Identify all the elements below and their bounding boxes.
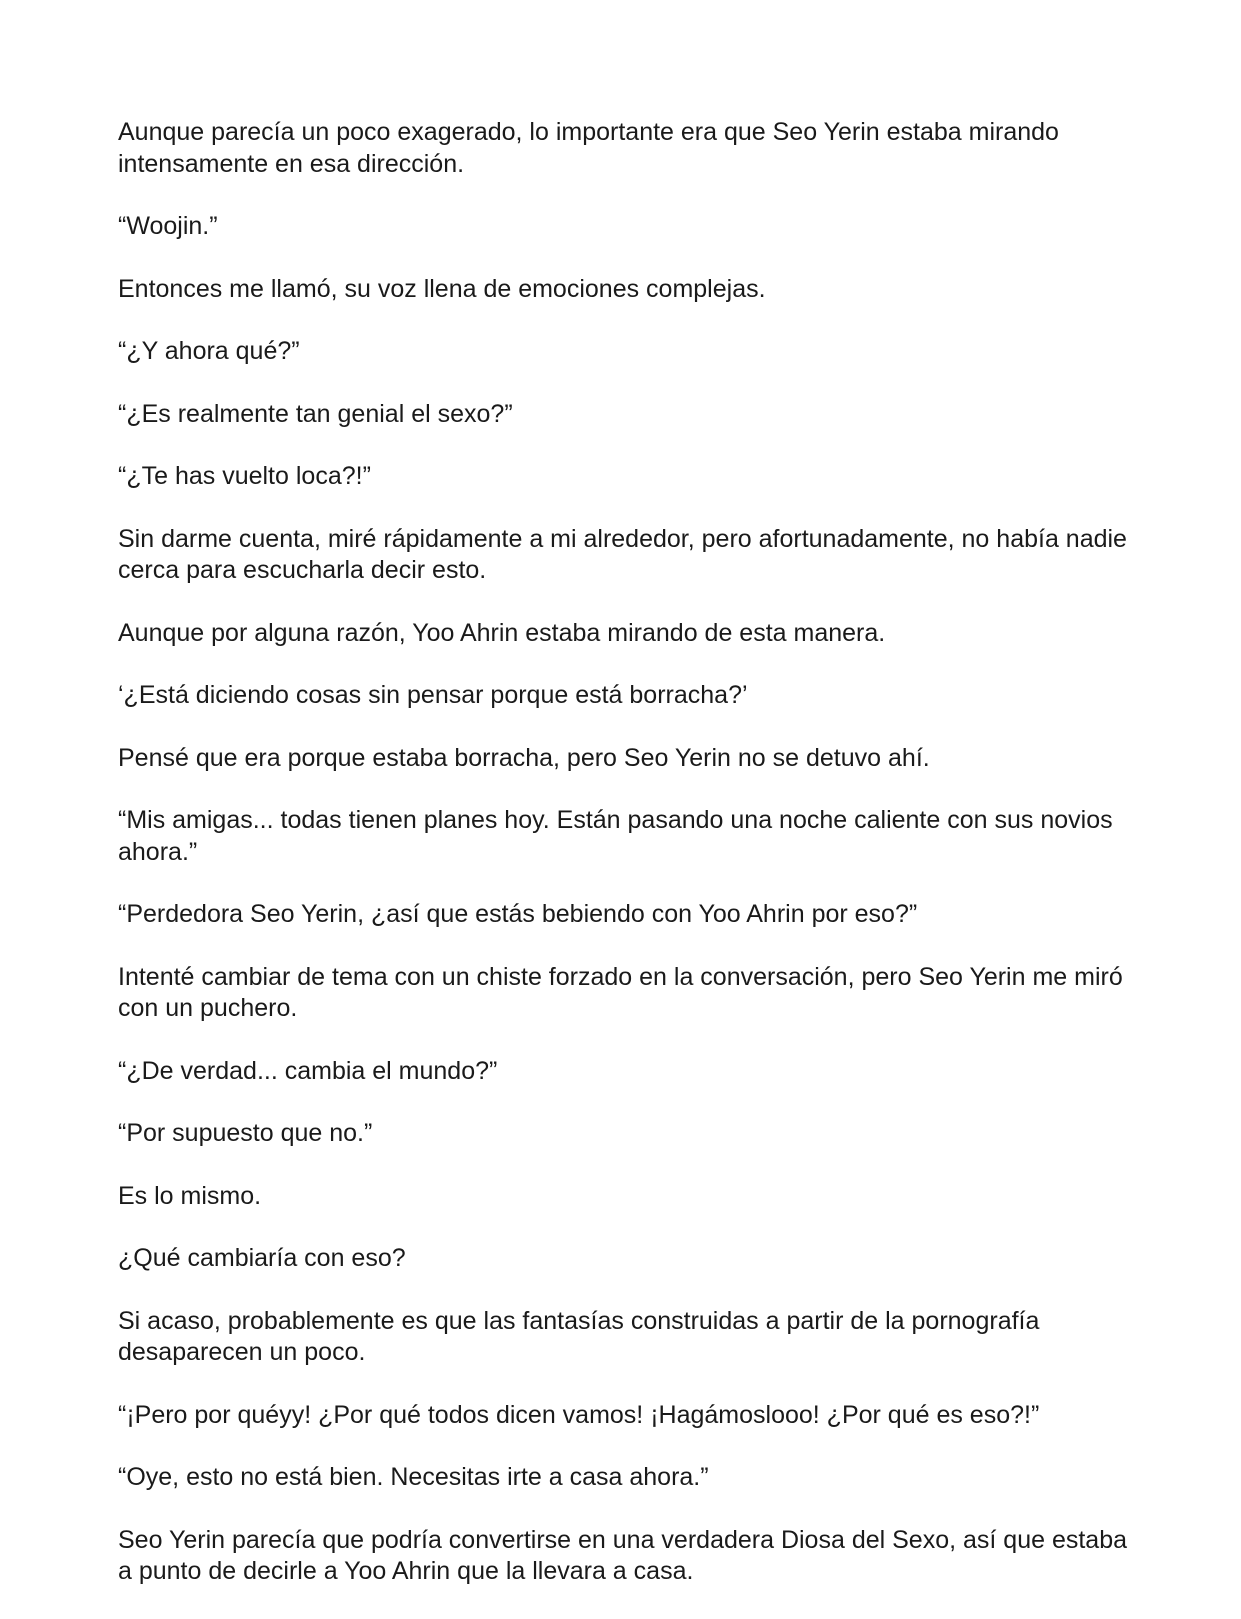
paragraph: “¿Y ahora qué?” [118,337,300,365]
paragraph: Pensé que era porque estaba borracha, pero Seo Yerin no se detuvo ahí. [118,743,930,772]
paragraph: Entonces me llamó, su voz llena de emociones complejas. [118,274,766,303]
paragraph: “¿Te has vuelto loca?!” [118,462,371,490]
paragraph: “Woojin.” [118,212,218,240]
paragraph: ‘¿Está diciendo cosas sin pensar porque está borracha?’ [118,681,748,709]
paragraph: Es lo mismo. [118,1181,262,1210]
paragraph: “Perdedora Seo Yerin, ¿así que estás bebiendo con Yoo Ahrin por eso?” [118,900,918,928]
paragraph: Si acaso, probablemente es que las fantasías construidas a partir de la pornografía desaparecen un poco. [118,1306,1040,1366]
paragraph: “Oye, esto no está bien. Necesitas irte a casa ahora.” [118,1463,709,1491]
paragraph: Sin darme cuenta, miré rápidamente a mi alrededor, pero afortunadamente, no había nadie cerca para escucharla decir esto. [118,524,1127,584]
paragraph: “¡Pero por quéyy! ¿Por qué todos dicen vamos! ¡Hagámoslooo! ¿Por qué es eso?!” [118,1400,1040,1429]
paragraph: Aunque por alguna razón, Yoo Ahrin estaba mirando de esta manera. [118,618,886,647]
paragraph: ¿Qué cambiaría con eso? [118,1244,406,1272]
paragraph: “Mis amigas... todas tienen planes hoy. Están pasando una noche caliente con sus novios ahora.” [118,806,1113,866]
paragraph: “¿De verdad... cambia el mundo?” [118,1056,498,1085]
paragraph: Intenté cambiar de tema con un chiste forzado en la conversación, pero Seo Yerin me miró con un puchero. [118,962,1123,1022]
document-body [118,117,1128,1619]
paragraph: “¿Es realmente tan genial el sexo?” [118,399,513,428]
paragraph: Seo Yerin parecía que podría convertirse en una verdadera Diosa del Sexo, así que estaba a punto de decirle a Yoo Ahrin que la llevara a casa. [118,1525,1128,1585]
paragraph: Aunque parecía un poco exagerado, lo importante era que Seo Yerin estaba mirando intensamente en esa dirección. [118,118,1059,178]
paragraph: “Por supuesto que no.” [118,1119,373,1147]
